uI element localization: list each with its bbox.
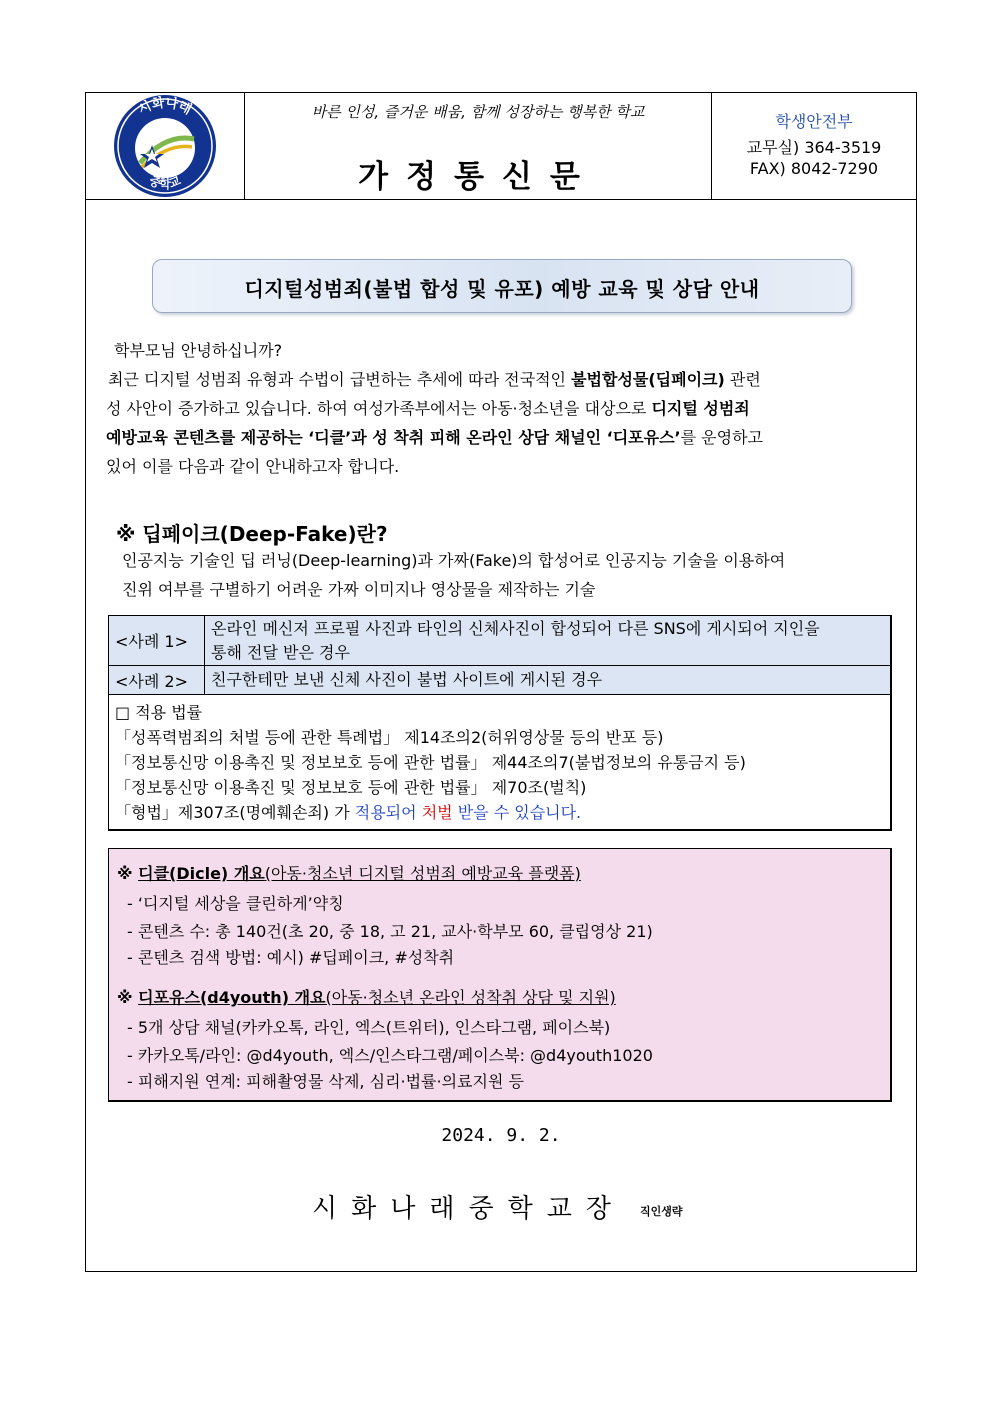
- deepfake-definition-1: 인공지능 기술인 딥 러닝(Deep-learning)과 가짜(Fake)의 합성어로 인공지능 기술을 이용하여: [122, 551, 786, 570]
- issue-date: 2024. 9. 2.: [441, 1125, 561, 1146]
- notice-banner: [152, 259, 852, 313]
- case-text-2: 친구한테만 보낸 신체 사진이 불법 사이트에 게시된 경우: [211, 670, 603, 689]
- case-text-1a: 온라인 메신저 프로필 사진과 타인의 신체사진이 합성되어 다른 SNS에 게시되어 지인을: [211, 619, 820, 638]
- contact-cell: [712, 93, 916, 199]
- intro-line-2: 성 사안이 증가하고 있습니다. 하여 여성가족부에서는 아동·청소년을 대상으로 디지털 성범죄: [106, 399, 750, 418]
- law-item: 「정보통신망 이용촉진 및 정보보호 등에 관한 법률」 제44조의7(불법정보의 유통금지 등): [115, 753, 746, 772]
- intro-line-4: 있어 이를 다음과 같이 안내하고자 합니다.: [106, 457, 400, 476]
- law-item-penalty: 「형법」제307조(명예훼손죄) 가 적용되어 처벌 받을 수 있습니다.: [115, 803, 582, 822]
- dicle-heading: ※ 디클(Dicle) 개요(아동·청소년 디지털 성범죄 예방교육 플랫폼): [117, 864, 581, 883]
- banner-title: 디지털성범죄(불법 합성 및 유포) 예방 교육 및 상담 안내: [244, 277, 760, 301]
- case-text-1b: 통해 전달 받은 경우: [211, 643, 350, 662]
- d4youth-item: - 카카오톡/라인: @d4youth, 엑스/인스타그램/페이스북: @d4youth1020: [127, 1046, 653, 1065]
- svg-text:시화나래: 시화나래: [136, 95, 194, 118]
- d4youth-heading: ※ 디포유스(d4youth) 개요(아동·청소년 온라인 성착취 상담 및 지원): [117, 988, 616, 1007]
- fax-number: FAX) 8042-7290: [749, 159, 879, 178]
- case-row-2: [109, 666, 890, 695]
- principal-name: 시화나래중학교장: [312, 1194, 625, 1224]
- info-box: [108, 848, 892, 1102]
- law-item: 「정보통신망 이용촉진 및 정보보호 등에 관한 법률」 제70조(벌칙): [115, 778, 587, 797]
- school-logo-cell: [86, 93, 245, 199]
- d4youth-item: - 피해지원 연계: 피해촬영물 삭제, 심리·법률·의료지원 등: [127, 1072, 524, 1091]
- school-slogan: 바른 인성, 즐거운 배움, 함께 성장하는 행복한 학교: [311, 103, 645, 121]
- header-title-cell: [245, 93, 712, 199]
- deepfake-heading: ※ 딥페이크(Deep-Fake)란?: [116, 522, 388, 546]
- seal-omitted: 직인생략: [640, 1205, 683, 1218]
- case-label-2: <사례 2>: [109, 666, 205, 694]
- d4youth-item: - 5개 상담 채널(카카오톡, 라인, 엑스(트위터), 인스타그램, 페이스북): [127, 1018, 611, 1037]
- intro-line-1: 최근 디지털 성범죄 유형과 수법이 급변하는 추세에 따라 전국적인 불법합성물(딥페이크) 관련: [108, 370, 761, 389]
- dicle-item: - 콘텐츠 수: 총 140건(초 20, 중 18, 고 21, 교사·학부모 60, 클립영상 21): [127, 922, 653, 941]
- department-name: 학생안전부: [775, 112, 853, 131]
- dicle-item: - ‘디지털 세상을 클린하게’약칭: [127, 894, 344, 913]
- deepfake-definition-2: 진위 여부를 구별하기 어려운 가짜 이미지나 영상물을 제작하는 기술: [122, 580, 596, 599]
- svg-text:중학교: 중학교: [147, 173, 183, 191]
- school-logo: [86, 93, 244, 199]
- newsletter-title: 가정통신문: [358, 159, 598, 195]
- case-table: [108, 615, 892, 831]
- law-item: 「성폭력범죄의 처벌 등에 관한 특례법」 제14조의2(허위영상물 등의 반포 등): [115, 728, 664, 747]
- laws-heading: □ 적용 법률: [115, 703, 203, 722]
- intro-line-3: 예방교육 콘텐츠를 제공하는 ‘디클’과 성 착취 피해 온라인 상담 채널인 ‘디포유스’를 운영하고: [106, 428, 763, 447]
- office-phone: 교무실) 364-3519: [746, 138, 882, 157]
- newsletter-header: [86, 93, 916, 200]
- case-label-1: <사례 1>: [109, 616, 205, 665]
- case-row-1: [109, 616, 890, 666]
- newsletter-frame: [85, 92, 917, 1272]
- dicle-item: - 콘텐츠 검색 방법: 예시) #딥페이크, #성착취: [127, 948, 455, 967]
- intro-greeting: 학부모님 안녕하십니까?: [114, 341, 283, 360]
